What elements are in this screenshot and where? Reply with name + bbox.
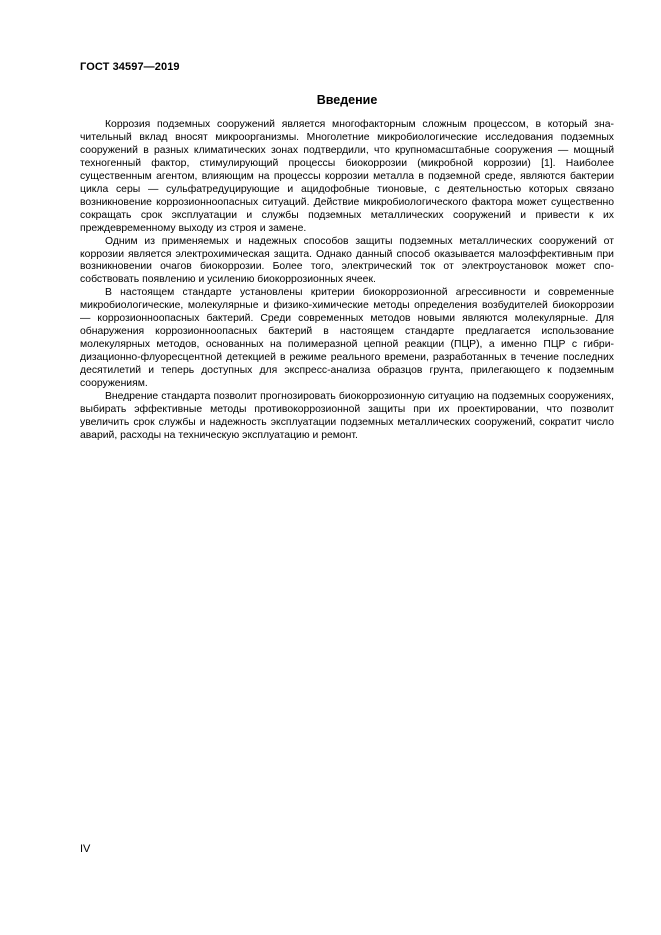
paragraph-2: Одним из применяемых и надежных способов защиты подземных металлических сооружений от коррозии является электрохимическая защита. Однако данный способ оказывается малоэффективным при возникновении очагов биокоррозии. Более того, электрический ток от электроустановок может способствовать появлению и усилению биокоррозионных ячеек. (80, 235, 614, 286)
paragraph-1: Коррозия подземных сооружений является многофакторным сложным процессом, в который значительный вклад вносят микроорганизмы. Многолетние микробиологические исследования подземных сооружений в разных климатических зонах подтвердили, что крупномасштабные сооружения — мощный техногенный фактор, стимулирующий процессы биокоррозии (микробной коррозии) [1]. Наиболее существенным агентом, влияющим на процессы коррозии металла в подземной среде, являются бактерии цикла серы — сульфатредуцирующие и ацидофобные тионовые, с деятельностью которых связано возникновение коррозионноопасных ситуаций. Действие микробиологического фактора может существенно сокращать срок эксплуатации и службы подземных металлических сооружений и привести к их преждевременному выходу из строя и замене. (80, 119, 614, 234)
standard-code-header: ГОСТ 34597—2019 (80, 61, 180, 73)
page-number: IV (80, 843, 91, 855)
paragraph-4: Внедрение стандарта позволит прогнозировать биокоррозионную ситуацию на подземных сооружениях, выбирать эффективные методы противокоррозионной защиты при их проектировании, что позволит увеличить срок службы и надежность эксплуатации подземных металлических сооружений, сократит число аварий, расходы на техническую эксплуатацию и ремонт. (80, 391, 614, 441)
paragraph-3: В настоящем стандарте установлены критерии биокоррозионной агрессивности и современные микробиологические, молекулярные и физико-химические методы определения возбудителей биокоррозии — коррозионноопасных бактерий. Среди современных методов новыми являются молекулярные. Для обнаружения коррозионноопасных бактерий в настоящем стандарте предлагается использование молекулярных методов, основанных на полимеразной цепной реакции (ПЦР), а именно ПЦР с гибридизационно-флуоресцентной детекцией в режиме реального времени, разработанных в течение последних десятилетий и теперь доступных для экспресс-анализа образцов грунта, прилегающего к подземным сооружениям. (80, 287, 614, 390)
section-title: Введение (316, 93, 378, 107)
body-text (80, 119, 614, 443)
